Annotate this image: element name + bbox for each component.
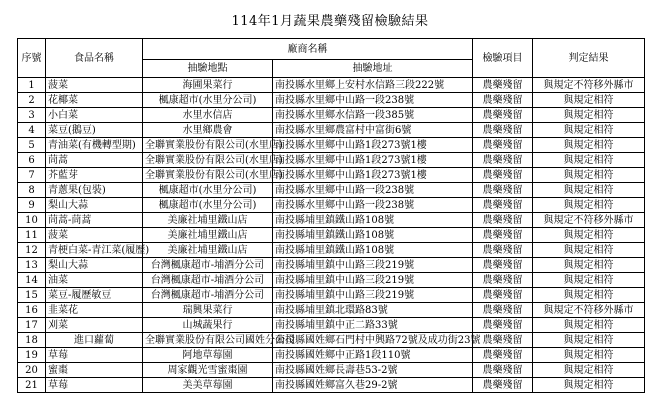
header-sampling-location: 抽驗地點 [143,60,273,78]
test-item-cell: 農藥殘留 [473,198,533,213]
sampling-address-cell: 南投縣國姓鄉中正路1段110號 [273,348,473,363]
sampling-address-cell: 南投縣埔里鎮鐵山路108號 [273,213,473,228]
seq-cell: 2 [18,93,46,108]
test-item-cell: 農藥殘留 [473,228,533,243]
sampling-address-cell: 南投縣水里鄉中山路一段238號 [273,198,473,213]
test-item-cell: 農藥殘留 [473,213,533,228]
test-item-cell: 農藥殘留 [473,288,533,303]
seq-cell: 10 [18,213,46,228]
test-item-cell: 農藥殘留 [473,93,533,108]
verdict-cell: 與規定相符 [533,93,645,108]
sampling-location-cell: 周家觀光雪蜜棗園 [143,363,273,378]
verdict-cell: 與規定相符 [533,363,645,378]
sampling-address-cell: 南投縣水里鄉中山路1段273號1樓 [273,168,473,183]
sampling-address-cell: 南投縣埔里鎮中山路三段219號 [273,288,473,303]
table-row [18,108,645,123]
verdict-cell: 與規定相符 [533,228,645,243]
sampling-location-cell: 美廉社埔里鐵山店 [143,228,273,243]
verdict-cell: 與規定相符 [533,333,645,348]
food-name-cell: 小白菜 [46,108,143,123]
header-sampling-address: 抽驗地址 [273,60,473,78]
test-item-cell: 農藥殘留 [473,78,533,93]
food-name-cell: 油菜 [46,273,143,288]
table-row [18,288,645,303]
seq-cell: 20 [18,363,46,378]
sampling-location-cell: 海圃果菜行 [143,78,273,93]
seq-cell: 8 [18,183,46,198]
food-name-cell: 茼蒿 [46,153,143,168]
seq-cell: 15 [18,288,46,303]
seq-cell: 4 [18,123,46,138]
food-name-cell: 茼蒿-茼蒿 [46,213,143,228]
verdict-cell: 與規定相符 [533,153,645,168]
table-row [18,243,645,258]
table-row [18,258,645,273]
seq-cell: 14 [18,273,46,288]
sampling-address-cell: 南投縣水里鄉中山路1段273號1樓 [273,138,473,153]
test-item-cell: 農藥殘留 [473,123,533,138]
verdict-cell: 與規定不符移外縣市 [533,213,645,228]
sampling-location-cell: 美廉社埔里鐵山店 [143,213,273,228]
page-title: 114年1月蔬果農藥殘留檢驗結果 [231,14,429,29]
test-item-cell: 農藥殘留 [473,183,533,198]
sampling-address-cell: 南投縣水里鄉中山路一段238號 [273,93,473,108]
sampling-address-cell: 南投縣埔里鎮鐵山路108號 [273,243,473,258]
seq-cell: 9 [18,198,46,213]
seq-cell: 18 [18,333,46,348]
verdict-cell: 與規定相符 [533,123,645,138]
sampling-location-cell: 山城蔬果行 [143,318,273,333]
header-vendor-group: 廠商名稱 [143,39,473,60]
test-item-cell: 農藥殘留 [473,168,533,183]
food-name-cell: 青蔥果(包裝) [46,183,143,198]
test-item-cell: 農藥殘留 [473,348,533,363]
table-row [18,378,645,393]
food-name-cell: 芥藍芽 [46,168,143,183]
seq-cell: 6 [18,153,46,168]
header-food-name: 食品名稱 [46,39,143,78]
sampling-location-cell: 美廉社埔里鐵山店 [143,243,273,258]
table-row [18,333,645,348]
table-row [18,168,645,183]
food-name-cell: 菠菜 [46,78,143,93]
sampling-location-cell: 台灣楓康超市-埔酒分公司 [143,258,273,273]
verdict-cell: 與規定相符 [533,258,645,273]
sampling-address-cell: 南投縣埔里鎮中正二路33號 [273,318,473,333]
food-name-cell: 草莓 [46,378,143,393]
food-name-cell: 花椰菜 [46,93,143,108]
verdict-cell: 與規定不符移外縣市 [533,78,645,93]
table-row [18,273,645,288]
food-name-cell: 梨山大蒜 [46,198,143,213]
sampling-address-cell: 南投縣水里鄉中山路一段238號 [273,183,473,198]
table-row [18,138,645,153]
seq-cell: 5 [18,138,46,153]
verdict-cell: 與規定相符 [533,108,645,123]
sampling-location-cell: 台灣楓康超市-埔酒分公司 [143,288,273,303]
seq-cell: 16 [18,303,46,318]
seq-cell: 3 [18,108,46,123]
verdict-cell: 與規定相符 [533,378,645,393]
table-row [18,78,645,93]
verdict-cell: 與規定相符 [533,243,645,258]
sampling-address-cell: 南投縣埔里鎮北環路83號 [273,303,473,318]
verdict-cell: 與規定相符 [533,198,645,213]
sampling-location-cell: 楓康超市(水里分公司) [143,198,273,213]
test-item-cell: 農藥殘留 [473,303,533,318]
sampling-address-cell: 南投縣水里鄉水信路一段385號 [273,108,473,123]
table-row [18,153,645,168]
food-name-cell: 菠菜 [46,228,143,243]
sampling-location-cell: 全聯實業股份有限公司國姓分公司 [143,333,273,348]
table-row [18,348,645,363]
food-name-cell: 刈菜 [46,318,143,333]
test-item-cell: 農藥殘留 [473,363,533,378]
sampling-location-cell: 美美草莓園 [143,378,273,393]
test-item-cell: 農藥殘留 [473,333,533,348]
seq-cell: 7 [18,168,46,183]
table-row [18,303,645,318]
inspection-results-table [17,38,645,393]
test-item-cell: 農藥殘留 [473,378,533,393]
verdict-cell: 與規定相符 [533,183,645,198]
food-name-cell: 韭菜花 [46,303,143,318]
table-row [18,198,645,213]
verdict-cell: 與規定相符 [533,288,645,303]
sampling-location-cell: 全聯實業股份有限公司(水里店) [143,153,273,168]
sampling-location-cell: 楓康超市(水里分公司) [143,183,273,198]
sampling-address-cell: 南投縣水里鄉上安村水信路三段222號 [273,78,473,93]
verdict-cell: 與規定相符 [533,348,645,363]
test-item-cell: 農藥殘留 [473,318,533,333]
table-body [18,78,645,393]
sampling-location-cell: 全聯實業股份有限公司(水里店) [143,168,273,183]
seq-cell: 19 [18,348,46,363]
header-verdict: 判定結果 [533,39,645,78]
sampling-location-cell: 阿地草莓園 [143,348,273,363]
sampling-address-cell: 南投縣國姓鄉長壽巷53-2號 [273,363,473,378]
sampling-address-cell: 南投縣國姓鄉石門村中興路72號及成功街23號 [273,333,473,348]
test-item-cell: 農藥殘留 [473,153,533,168]
verdict-cell: 與規定相符 [533,168,645,183]
sampling-location-cell: 全聯實業股份有限公司(水里店) [143,138,273,153]
verdict-cell: 與規定相符 [533,318,645,333]
seq-cell: 13 [18,258,46,273]
food-name-cell: 菜豆(鵝豆) [46,123,143,138]
sampling-location-cell: 水里水信店 [143,108,273,123]
table-row [18,363,645,378]
sampling-address-cell: 南投縣埔里鎮鐵山路108號 [273,228,473,243]
sampling-location-cell: 楓康超市(水里分公司) [143,93,273,108]
sampling-address-cell: 南投縣國姓鄉富久巷29-2號 [273,378,473,393]
seq-cell: 11 [18,228,46,243]
food-name-cell: 梨山大蒜 [46,258,143,273]
food-name-cell: 進口蘿蔔 [46,333,143,348]
sampling-location-cell: 台灣楓康超市-埔酒分公司 [143,273,273,288]
sampling-address-cell: 南投縣水里鄉農富村中富街6號 [273,123,473,138]
test-item-cell: 農藥殘留 [473,138,533,153]
food-name-cell: 青梗白菜-青江菜(履歷) [46,243,143,258]
food-name-cell: 草莓 [46,348,143,363]
table-row [18,228,645,243]
verdict-cell: 與規定相符 [533,273,645,288]
verdict-cell: 與規定相符 [533,138,645,153]
seq-cell: 17 [18,318,46,333]
food-name-cell: 蜜棗 [46,363,143,378]
seq-cell: 12 [18,243,46,258]
test-item-cell: 農藥殘留 [473,273,533,288]
header-seq: 序號 [18,39,46,78]
header-test-item: 檢驗項目 [473,39,533,78]
seq-cell: 1 [18,78,46,93]
seq-cell: 21 [18,378,46,393]
sampling-location-cell: 水里鄉農會 [143,123,273,138]
table-row [18,93,645,108]
table-row [18,318,645,333]
table-row [18,213,645,228]
verdict-cell: 與規定不符移外縣市 [533,303,645,318]
test-item-cell: 農藥殘留 [473,108,533,123]
test-item-cell: 農藥殘留 [473,258,533,273]
sampling-address-cell: 南投縣埔里鎮中山路三段219號 [273,258,473,273]
sampling-address-cell: 南投縣埔里鎮中山路三段219號 [273,273,473,288]
sampling-address-cell: 南投縣水里鄉中山路1段273號1樓 [273,153,473,168]
test-item-cell: 農藥殘留 [473,243,533,258]
food-name-cell: 青油菜(有機轉型期) [46,138,143,153]
food-name-cell: 菜豆-履歷敏豆 [46,288,143,303]
sampling-location-cell: 瑞興果菜行 [143,303,273,318]
table-row [18,183,645,198]
table-row [18,123,645,138]
